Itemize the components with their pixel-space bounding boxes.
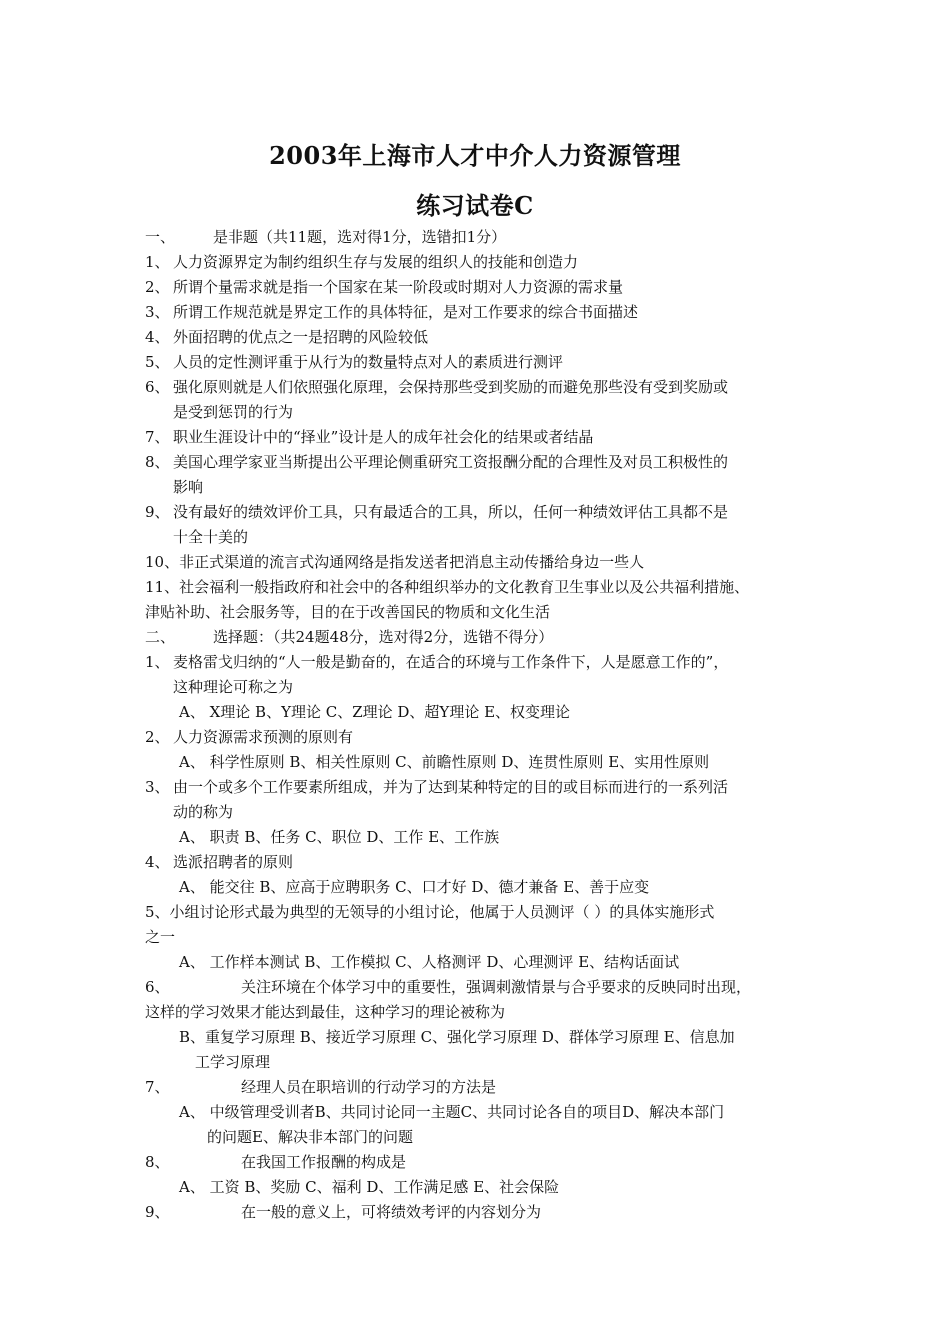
answer-options: A、 中级管理受训者B、共同讨论同一主题C、共同讨论各自的项目D、解决本部门: [179, 1103, 725, 1121]
mc-question-3: [145, 775, 825, 800]
question-number: 9、: [145, 1203, 170, 1221]
section-2-number: 二、: [145, 628, 176, 646]
answer-options: A、 X理论 B、Y理论 C、Z理论 D、超Y理论 E、权变理论: [179, 703, 571, 721]
question-number: 2、: [145, 278, 170, 296]
question-text: 外面招聘的优点之一是招聘的风险较低: [173, 328, 429, 346]
mc-question-5-cont: [145, 925, 825, 950]
answer-options: A、 工资 B、奖励 C、福利 D、工作满足感 E、社会保险: [179, 1178, 560, 1196]
mc-question-1: [145, 650, 825, 675]
question-number: 1、: [145, 653, 170, 671]
question-text-continued: 十全十美的: [173, 528, 249, 546]
question-text-continued: 这种理论可称之为: [173, 678, 294, 696]
question-text-continued: 动的称为: [173, 803, 234, 821]
mc-question-6-cont: [145, 1000, 825, 1025]
tf-question-11-cont: [145, 600, 825, 625]
question-text: 人力资源界定为制约组织生存与发展的组织人的技能和创造力: [173, 253, 579, 271]
question-text-continued: 这样的学习效果才能达到最佳，这种学习的理论被称为: [145, 1003, 506, 1021]
question-text: 所谓工作规范就是界定工作的具体特征，是对工作要求的综合书面描述: [173, 303, 639, 321]
question-text-continued: 影响: [173, 478, 204, 496]
question-text: 在一般的意义上，可将绩效考评的内容划分为: [241, 1203, 542, 1221]
answer-options: A、 职责 B、任务 C、职位 D、工作 E、工作族: [179, 828, 500, 846]
question-number: 8、: [145, 1153, 170, 1171]
question-number: 6、: [145, 978, 170, 996]
tf-question-9: [145, 500, 825, 525]
tf-question-8: [145, 450, 825, 475]
document-subtitle: 练习试卷C: [416, 191, 534, 220]
mc-question-4: [145, 850, 825, 875]
section-2-heading: [145, 625, 825, 650]
question-text: 5、小组讨论形式最为典型的无领导的小组讨论，他属于人员测评（ ）的具体实施形式: [145, 903, 715, 921]
question-number: 7、: [145, 428, 170, 446]
question-number: 1、: [145, 253, 170, 271]
answer-options-continued: 的问题E、解决非本部门的问题: [207, 1128, 413, 1146]
mc-question-5: [145, 900, 825, 925]
question-number: 11、: [145, 578, 180, 596]
question-number: 5、: [145, 353, 170, 371]
tf-question-10: [145, 550, 825, 575]
question-text: 强化原则就是人们依照强化原理，会保持那些受到奖励的而避免那些没有受到奖励或: [173, 378, 729, 396]
question-text: 人力资源需求预测的原则有: [173, 728, 354, 746]
answer-options: A、 工作样本测试 B、工作模拟 C、人格测评 D、心理测评 E、结构话面试: [179, 953, 680, 971]
question-text: 经理人员在职培训的行动学习的方法是: [241, 1078, 497, 1096]
question-number: 6、: [145, 378, 170, 396]
tf-question-7: [145, 425, 825, 450]
mc-question-2: [145, 725, 825, 750]
question-number: 7、: [145, 1078, 170, 1096]
question-text: 由一个或多个工作要素所组成，并为了达到某种特定的目的或目标而进行的一系列活: [173, 778, 729, 796]
question-text: 非正式渠道的流言式沟通网络是指发送者把消息主动传播给身边一些人: [179, 553, 645, 571]
mc-question-7: [145, 1075, 825, 1100]
section-1-number: 一、: [145, 228, 176, 246]
section-1-title: 是非题（共11题，选对得1分，选错扣1分）: [213, 228, 507, 246]
answer-options: A、 能交往 B、应高于应聘职务 C、口才好 D、德才兼备 E、善于应变: [179, 878, 650, 896]
answer-options-continued: 工学习原理: [195, 1053, 271, 1071]
mc-question-6: [145, 975, 825, 1000]
question-number: 2、: [145, 728, 170, 746]
question-text-continued: 之一: [145, 928, 176, 946]
question-text: 社会福利一般指政府和社会中的各种组织举办的文化教育卫生事业以及公共福利措施、: [179, 578, 750, 596]
section-2-title: 选择题：（共24题48分，选对得2分，选错不得分）: [213, 628, 554, 646]
question-number: 8、: [145, 453, 170, 471]
tf-question-3: [145, 300, 825, 325]
question-text-continued: 是受到惩罚的行为: [173, 403, 294, 421]
question-number: 10、: [145, 553, 180, 571]
question-number: 3、: [145, 778, 170, 796]
tf-question-11: [145, 575, 825, 600]
document-title: 2003年上海市人才中介人力资源管理: [269, 141, 681, 170]
mc-question-9: [145, 1200, 825, 1225]
tf-question-5: [145, 350, 825, 375]
tf-question-4: [145, 325, 825, 350]
section-1-heading: [145, 225, 825, 250]
question-text: 职业生涯设计中的“择业”设计是人的成年社会化的结果或者结晶: [173, 428, 594, 446]
question-text: 人员的定性测评重于从行为的数量特点对人的素质进行测评: [173, 353, 564, 371]
question-number: 3、: [145, 303, 170, 321]
question-text: 美国心理学家亚当斯提出公平理论侧重研究工资报酬分配的合理性及对员工积极性的: [173, 453, 729, 471]
tf-question-6: [145, 375, 825, 400]
question-text: 所谓个量需求就是指一个国家在某一阶段或时期对人力资源的需求量: [173, 278, 624, 296]
question-text: 在我国工作报酬的构成是: [241, 1153, 407, 1171]
tf-question-1: [145, 250, 825, 275]
tf-question-2: [145, 275, 825, 300]
question-number: 9、: [145, 503, 170, 521]
question-text: 选派招聘者的原则: [173, 853, 294, 871]
mc-question-8: [145, 1150, 825, 1175]
question-text: 关注环境在个体学习中的重要性，强调刺激情景与合乎要求的反映同时出现，: [241, 978, 752, 996]
question-text: 没有最好的绩效评价工具，只有最适合的工具，所以，任何一种绩效评估工具都不是: [173, 503, 729, 521]
question-number: 4、: [145, 328, 170, 346]
question-text-continued: 津贴补助、社会服务等，目的在于改善国民的物质和文化生活: [145, 603, 551, 621]
answer-options: B、重复学习原理 B、接近学习原理 C、强化学习原理 D、群体学习原理 E、信息加: [179, 1028, 735, 1046]
question-text: 麦格雷戈归纳的“人一般是勤奋的，在适合的环境与工作条件下，人是愿意工作的”，: [173, 653, 729, 671]
question-number: 4、: [145, 853, 170, 871]
answer-options: A、 科学性原则 B、相关性原则 C、前瞻性原则 D、连贯性原则 E、实用性原则: [179, 753, 710, 771]
